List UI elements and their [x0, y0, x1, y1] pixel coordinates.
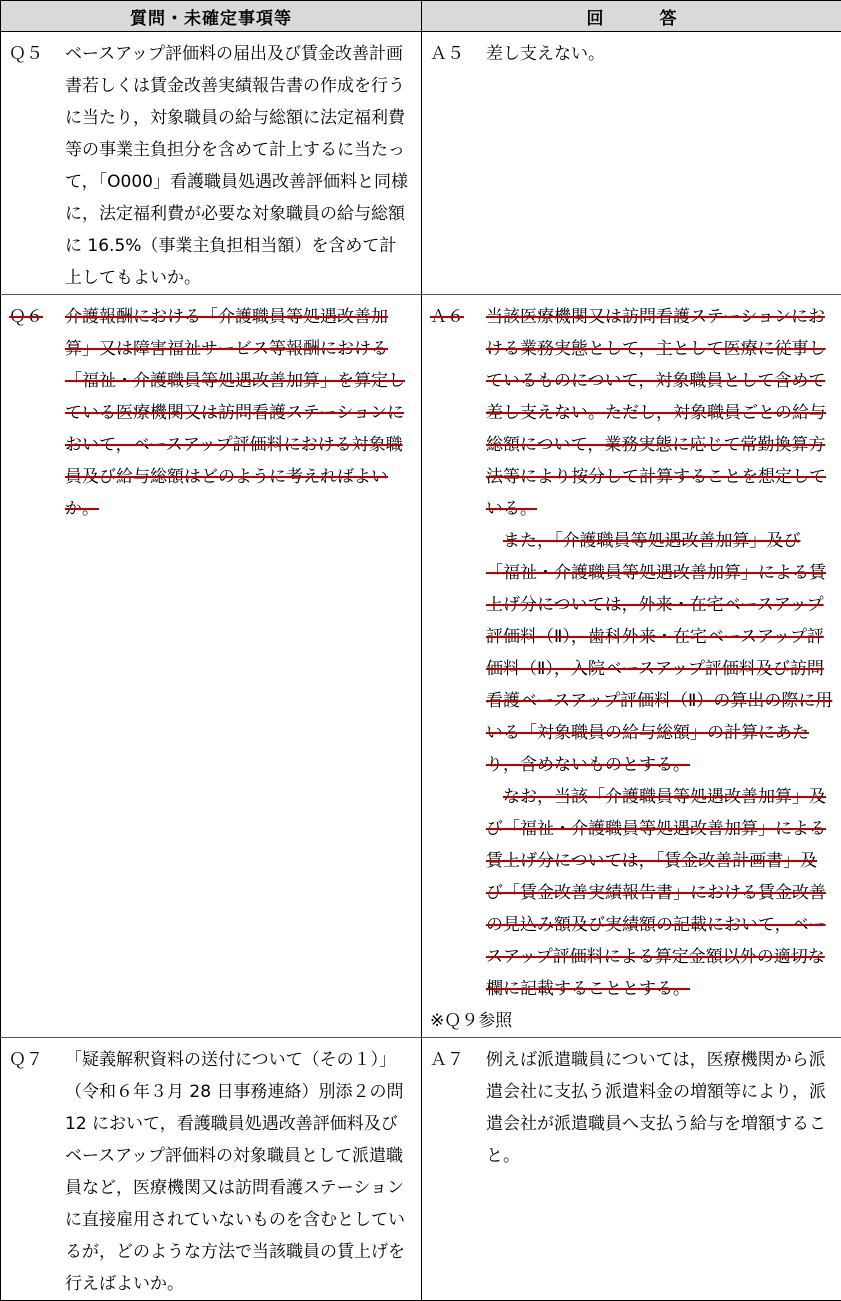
answer-label: Ａ５	[430, 38, 486, 70]
answer-cell-a7	[422, 1038, 841, 1301]
question-cell-q6	[1, 295, 422, 1038]
table-header-row	[1, 1, 841, 32]
answer-cell-a6	[422, 295, 841, 1038]
question-label: Ｑ６	[9, 301, 65, 525]
answer-label: Ａ６	[430, 301, 486, 525]
answer-cell-a5	[422, 32, 841, 295]
answer-column-header	[422, 1, 841, 32]
table-row	[1, 1038, 841, 1301]
answer-header-char-1: 回	[587, 9, 604, 29]
question-text: ベースアップ評価料の届出及び賃金改善計画書若しくは賃金改善実績報告書の作成を行うに当たり，対象職員の給与総額に法定福利費等の事業主負担分を含めて計上するに当たって，「O000」看護職員処遇改善評価料と同様に，法定福利費が必要な対象職員の給与総額に 16.5%（事業主負担相当額）を含めて計上してもよいか。	[65, 38, 413, 294]
answer-header-char-2: 答	[660, 9, 677, 29]
answer-text: 例えば派遣職員については，医療機関から派遣会社に支払う派遣料金の増額等により，派遣会社が派遣職員へ支払う給与を増額すること。	[486, 1044, 833, 1172]
answer-text: 差し支えない。	[486, 38, 833, 70]
answer-label: Ａ７	[430, 1044, 486, 1172]
answer-paragraph-2-deleted: また，「介護職員等処遇改善加算」及び「福祉・介護職員等処遇改善加算」による賃上げ分については，外来・在宅ベースアップ評価料（Ⅱ），歯科外来・在宅ベースアップ評価料（Ⅱ），入院ベースアップ評価料及び訪問看護ベースアップ評価料（Ⅱ）の算出の際に用いる「対象職員の給与総額」の計算にあたり，含めないものとする。	[486, 525, 833, 781]
answer-paragraph-3-deleted: なお，当該「介護職員等処遇改善加算」及び「福祉・介護職員等処遇改善加算」による賃上げ分については，「賃金改善計画書」及び「賃金改善実績報告書」における賃金改善の見込み額及び実績額の記載において，ベースアップ評価料による算定金額以外の適切な欄に記載することとする。	[486, 781, 833, 1005]
question-cell-q5	[1, 32, 422, 295]
question-label: Ｑ７	[9, 1044, 65, 1300]
question-column-header: 質問・未確定事項等	[1, 1, 422, 32]
question-label: Ｑ５	[9, 38, 65, 294]
table-row	[1, 32, 841, 295]
question-text-deleted: 介護報酬における「介護職員等処遇改善加算」又は障害福祉サービス等報酬における「福祉・介護職員等処遇改善加算」を算定している医療機関又は訪問看護ステーションにおいて，ベースアップ評価料における対象職員及び給与総額はどのように考えればよいか。	[65, 301, 413, 525]
answer-note: ※Ｑ９参照	[430, 1005, 833, 1037]
question-text: 「疑義解釈資料の送付について（その１）」（令和６年３月 28 日事務連絡）別添２の問 12 において，看護職員処遇改善評価料及びベースアップ評価料の対象職員として派遣職員など，医療機関又は訪問看護ステーションに直接雇用されていないものを含むとしているが，どのような方法で当該職員の賃上げを行えばよいか。	[65, 1044, 413, 1300]
table-row	[1, 295, 841, 1038]
question-cell-q7	[1, 1038, 422, 1301]
answer-text-deleted: 当該医療機関又は訪問看護ステーションにおける業務実態として，主として医療に従事しているものについて，対象職員として含めて差し支えない。ただし，対象職員ごとの給与総額について，業務実態に応じて常勤換算方法等により按分して計算することを想定している。	[486, 301, 833, 525]
